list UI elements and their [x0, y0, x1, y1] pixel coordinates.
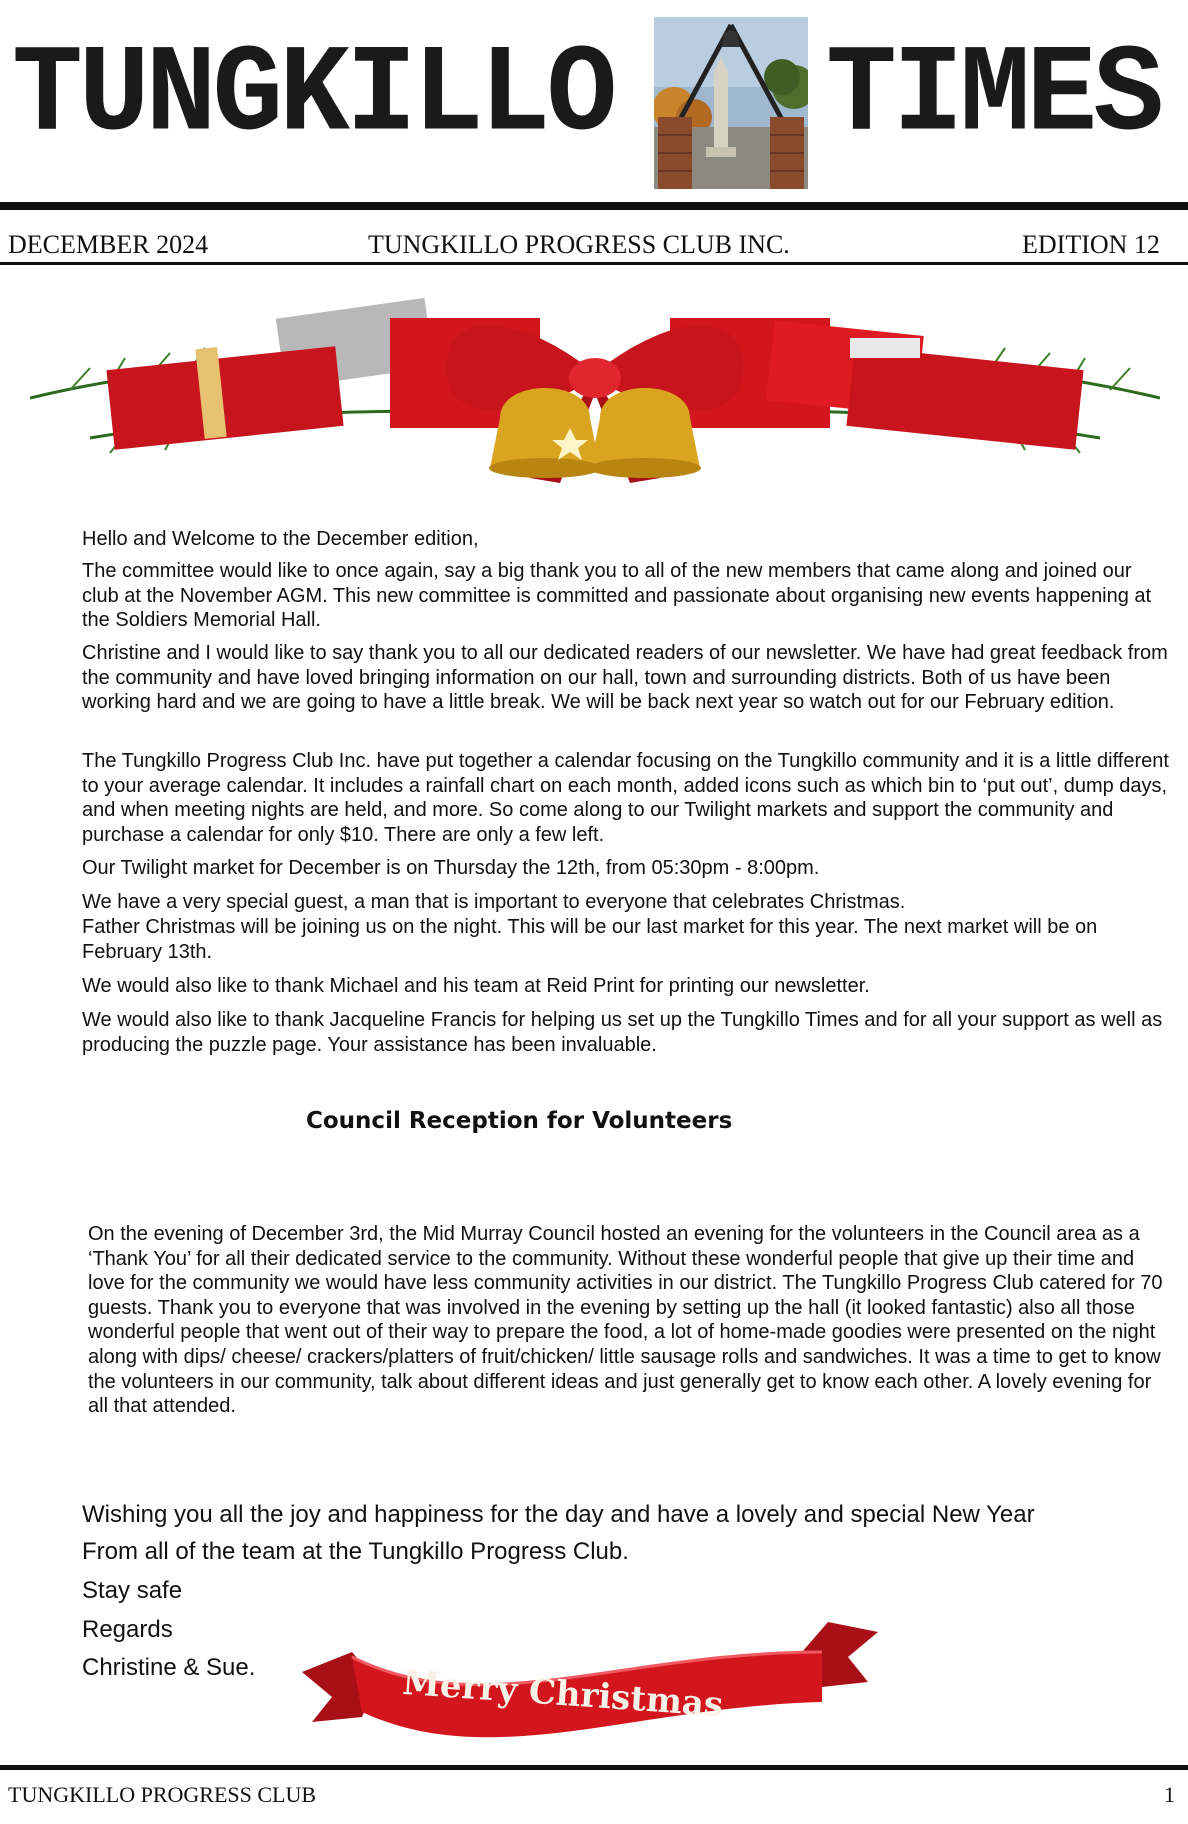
paragraph-special-guest: We have a very special guest, a man that is important to everyone that celebrates Christmas.: [82, 891, 906, 913]
edition-number: EDITION 12: [1022, 230, 1160, 259]
paragraph-council-reception: On the evening of December 3rd, the Mid Murray Council hosted an evening for the volunteers in the Council area as a ‘Thank You’ for all their dedicated service to the community. Without these wonderful people that give up their time and love for the community we would have less community activities in our district. The Tungkillo Progress Club catered for 70 guests. Thank you to everyone that was involved in the evening by setting up the hall (it looked fantastic) also all those wonderful people that went out of their way to prepare the food, a lot of home-made goodies were presented on the night along with dips/ cheese/ crackers/platters of fruit/chicken/ little sausage rolls and sandwiches. It was a time to get to know the volunteers in our community, talk about different ideas and just generally get to know each other. A lovely evening for all that attended.: [88, 1223, 1163, 1418]
closing-signature: Christine & Sue.: [82, 1654, 256, 1681]
footer-club-name: TUNGKILLO PROGRESS CLUB: [8, 1782, 317, 1807]
greeting-text: Hello and Welcome to the December edition,: [82, 528, 479, 550]
masthead-title-left: TUNGKILLO: [12, 26, 614, 167]
closing-wishes: Wishing you all the joy and happiness for the day and have a lovely and special New Year: [82, 1501, 1035, 1528]
ribbon-text: Merry Christmas: [401, 1662, 725, 1726]
masthead-divider: [0, 202, 1188, 210]
paragraph-thank-readers: Christine and I would like to say thank you to all our dedicated readers of our newsletter. We have had great feedback from the community and have loved bringing information on our hall, town and surrounding districts. Both of us have been working hard and we are going to have a little break. We will be back next year so watch out for our February edition.: [82, 642, 1168, 713]
footer-divider: [0, 1765, 1188, 1770]
paragraph-calendar: The Tungkillo Progress Club Inc. have put together a calendar focusing on the Tungkillo community and it is a little different to your average calendar. It includes a rainfall chart on each month, added icons such as which bin to ‘put out’, dump days, and when meeting nights are held, and more. So come along to our Twilight markets and support the community and purchase a calendar for only $10. There are only a few left.: [82, 750, 1169, 846]
organisation-name: TUNGKILLO PROGRESS CLUB INC.: [368, 230, 790, 259]
masthead-title-right: TIMES: [826, 26, 1161, 167]
issue-date: DECEMBER 2024: [8, 230, 209, 259]
closing-from-team: From all of the team at the Tungkillo Progress Club.: [82, 1538, 629, 1565]
page-number: 1: [1164, 1782, 1175, 1807]
masthead-photo-bell-memorial: [654, 17, 808, 189]
paragraph-jacqueline: We would also like to thank Jacqueline Francis for helping us set up the Tungkillo Times and for all your support as well as producing the puzzle page. Your assistance has been invaluable.: [82, 1009, 1163, 1056]
closing-regards: Regards: [82, 1616, 173, 1643]
christmas-bells-banner: [30, 278, 1160, 490]
closing-stay-safe: Stay safe: [82, 1577, 183, 1604]
header-divider: [0, 262, 1188, 265]
section-title-council-reception: Council Reception for Volunteers: [306, 1108, 733, 1134]
merry-christmas-ribbon: [302, 1612, 878, 1752]
paragraph-father-christmas: Father Christmas will be joining us on the night. This will be our last market for this year. The next market will be on February 13th.: [82, 916, 1098, 963]
paragraph-new-members: The committee would like to once again, say a big thank you to all of the new members that came along and joined our club at the November AGM. This new committee is committed and passionate about organising new events happening at the Soldiers Memorial Hall.: [82, 560, 1152, 631]
paragraph-twilight-market: Our Twilight market for December is on Thursday the 12th, from 05:30pm - 8:00pm.: [82, 857, 820, 879]
paragraph-reid-print: We would also like to thank Michael and his team at Reid Print for printing our newsletter.: [82, 975, 870, 997]
